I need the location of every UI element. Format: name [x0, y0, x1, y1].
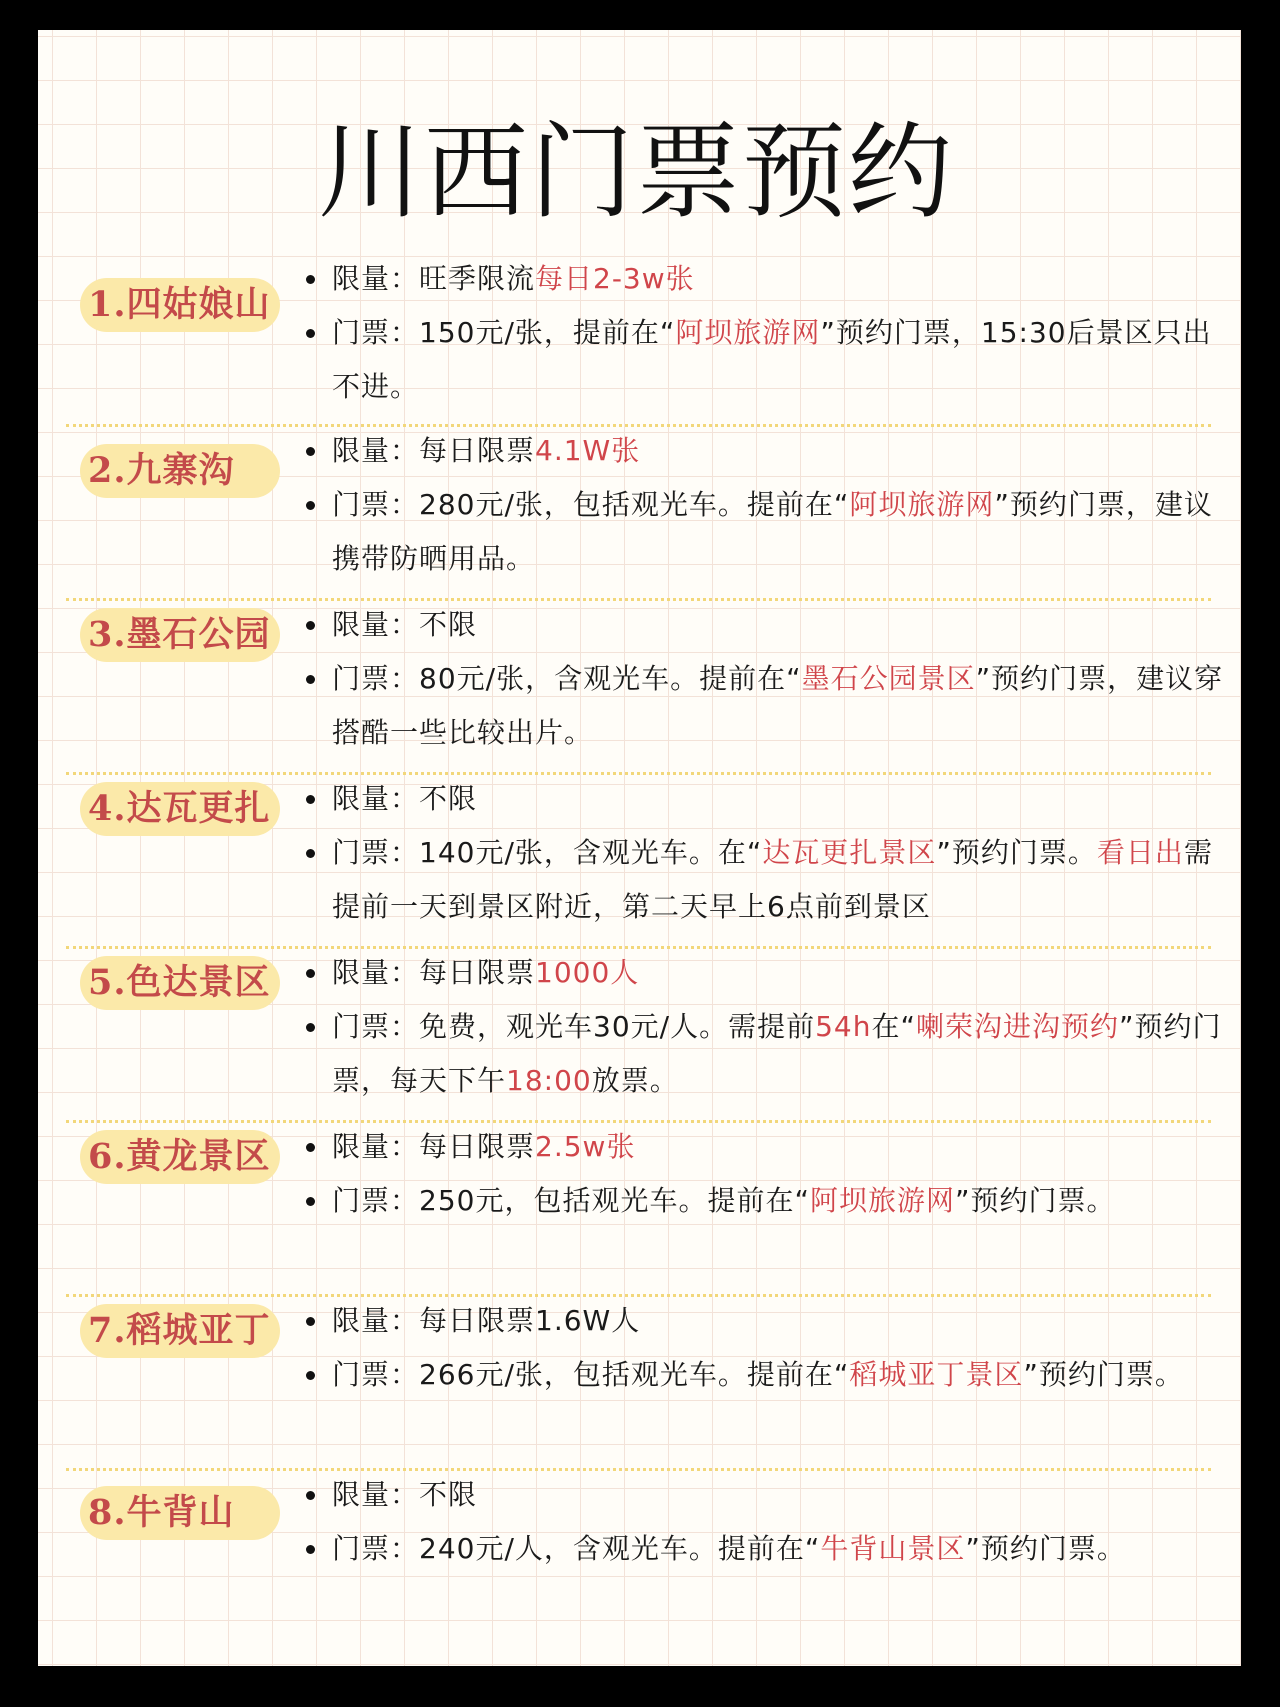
- spot-tag: 1.四姑娘山: [80, 278, 280, 332]
- ticket-highlight: 18:00: [506, 1064, 592, 1097]
- ticket-highlight: 墨石公园景区: [801, 662, 976, 695]
- ticket-text: 在“: [871, 1010, 916, 1043]
- spot-details: [306, 598, 1226, 760]
- limit-highlight: 2.5w张: [535, 1130, 636, 1163]
- ticket-line: [306, 1348, 1226, 1402]
- ticket-text: 门票：266元/张，包括观光车。提前在“: [332, 1358, 850, 1391]
- ticket-text: 门票：250元，包括观光车。提前在“: [332, 1184, 810, 1217]
- ticket-text: ”预约门票。: [1023, 1358, 1184, 1391]
- spot-tag: 6.黄龙景区: [80, 1130, 280, 1184]
- ticket-text: ”预约门票。: [954, 1184, 1116, 1217]
- page-title: 川西门票预约: [318, 111, 955, 233]
- ticket-text: ”预约门票，建议携带防晒用品。: [332, 488, 1213, 575]
- ticket-line: [306, 306, 1226, 414]
- ticket-text: ”预约门票，每天下午: [332, 1010, 1222, 1097]
- limit-text: 限量：每日限票: [332, 1130, 536, 1163]
- limit-highlight: 1000人: [535, 956, 640, 989]
- ticket-highlight: 阿坝旅游网: [809, 1184, 955, 1217]
- ticket-line: [306, 826, 1226, 934]
- ticket-text: 门票：免费，观光车30元/人。需提前: [332, 1010, 816, 1043]
- spot-details: [306, 946, 1226, 1108]
- ticket-text: ”预约门票。: [965, 1532, 1126, 1565]
- spot-details: [306, 1294, 1226, 1402]
- ticket-text: 放票。: [591, 1064, 679, 1097]
- ticket-line: [306, 1000, 1226, 1108]
- content-card: [38, 30, 1241, 1666]
- ticket-text: 门票：80元/张，含观光车。提前在“: [332, 662, 802, 695]
- spot-details: [306, 772, 1226, 934]
- spot-tag: 7.稻城亚丁: [80, 1304, 280, 1358]
- ticket-highlight: 喇荣沟进沟预约: [915, 1010, 1119, 1043]
- limit-highlight: 4.1W张: [535, 434, 641, 467]
- limit-line: [306, 772, 1226, 826]
- spot-tag: 2.九寨沟: [80, 444, 280, 498]
- limit-text: 限量：每日限票: [332, 434, 536, 467]
- spot-tag: 3.墨石公园: [80, 608, 280, 662]
- spot-tag: 5.色达景区: [80, 956, 280, 1010]
- limit-line: [306, 1294, 1226, 1348]
- ticket-highlight: 看日出: [1096, 836, 1184, 869]
- limit-line: [306, 1120, 1226, 1174]
- ticket-text: 需提前一天到景区附近，第二天早上6点前到景区: [332, 836, 1213, 923]
- ticket-line: [306, 652, 1226, 760]
- ticket-text: 门票：150元/张，提前在“: [332, 316, 676, 349]
- ticket-text: ”预约门票。: [936, 836, 1097, 869]
- spot-details: [306, 1120, 1226, 1228]
- spot-details: [306, 424, 1226, 586]
- limit-text: 限量：每日限票: [332, 956, 536, 989]
- ticket-text: 门票：280元/张，包括观光车。提前在“: [332, 488, 850, 521]
- limit-line: [306, 598, 1226, 652]
- limit-text: 限量：不限: [332, 1478, 478, 1511]
- limit-highlight: 每日2-3w张: [535, 262, 695, 295]
- spot-tag: 8.牛背山: [80, 1486, 280, 1540]
- ticket-text: ”预约门票，15:30后景区只出不进。: [332, 316, 1212, 403]
- ticket-text: 门票：240元/人，含观光车。提前在“: [332, 1532, 821, 1565]
- limit-line: [306, 424, 1226, 478]
- ticket-text: 门票：140元/张，含观光车。在“: [332, 836, 763, 869]
- limit-line: [306, 252, 1226, 306]
- limit-line: [306, 1468, 1226, 1522]
- ticket-highlight: 54h: [815, 1010, 872, 1043]
- ticket-line: [306, 1522, 1226, 1576]
- limit-line: [306, 946, 1226, 1000]
- limit-text: 限量：不限: [332, 782, 478, 815]
- spot-details: [306, 252, 1226, 414]
- limit-text: 限量：每日限票1.6W人: [332, 1304, 641, 1337]
- ticket-highlight: 牛背山景区: [820, 1532, 966, 1565]
- ticket-line: [306, 1174, 1226, 1228]
- ticket-highlight: 稻城亚丁景区: [849, 1358, 1024, 1391]
- spot-details: [306, 1468, 1226, 1576]
- ticket-line: [306, 478, 1226, 586]
- limit-text: 限量：不限: [332, 608, 478, 641]
- limit-text: 限量：旺季限流: [332, 262, 536, 295]
- spot-tag: 4.达瓦更扎: [80, 782, 280, 836]
- ticket-highlight: 阿坝旅游网: [675, 316, 821, 349]
- ticket-highlight: 达瓦更扎景区: [762, 836, 937, 869]
- ticket-highlight: 阿坝旅游网: [849, 488, 995, 521]
- ticket-text: ”预约门票，建议穿搭酷一些比较出片。: [332, 662, 1224, 749]
